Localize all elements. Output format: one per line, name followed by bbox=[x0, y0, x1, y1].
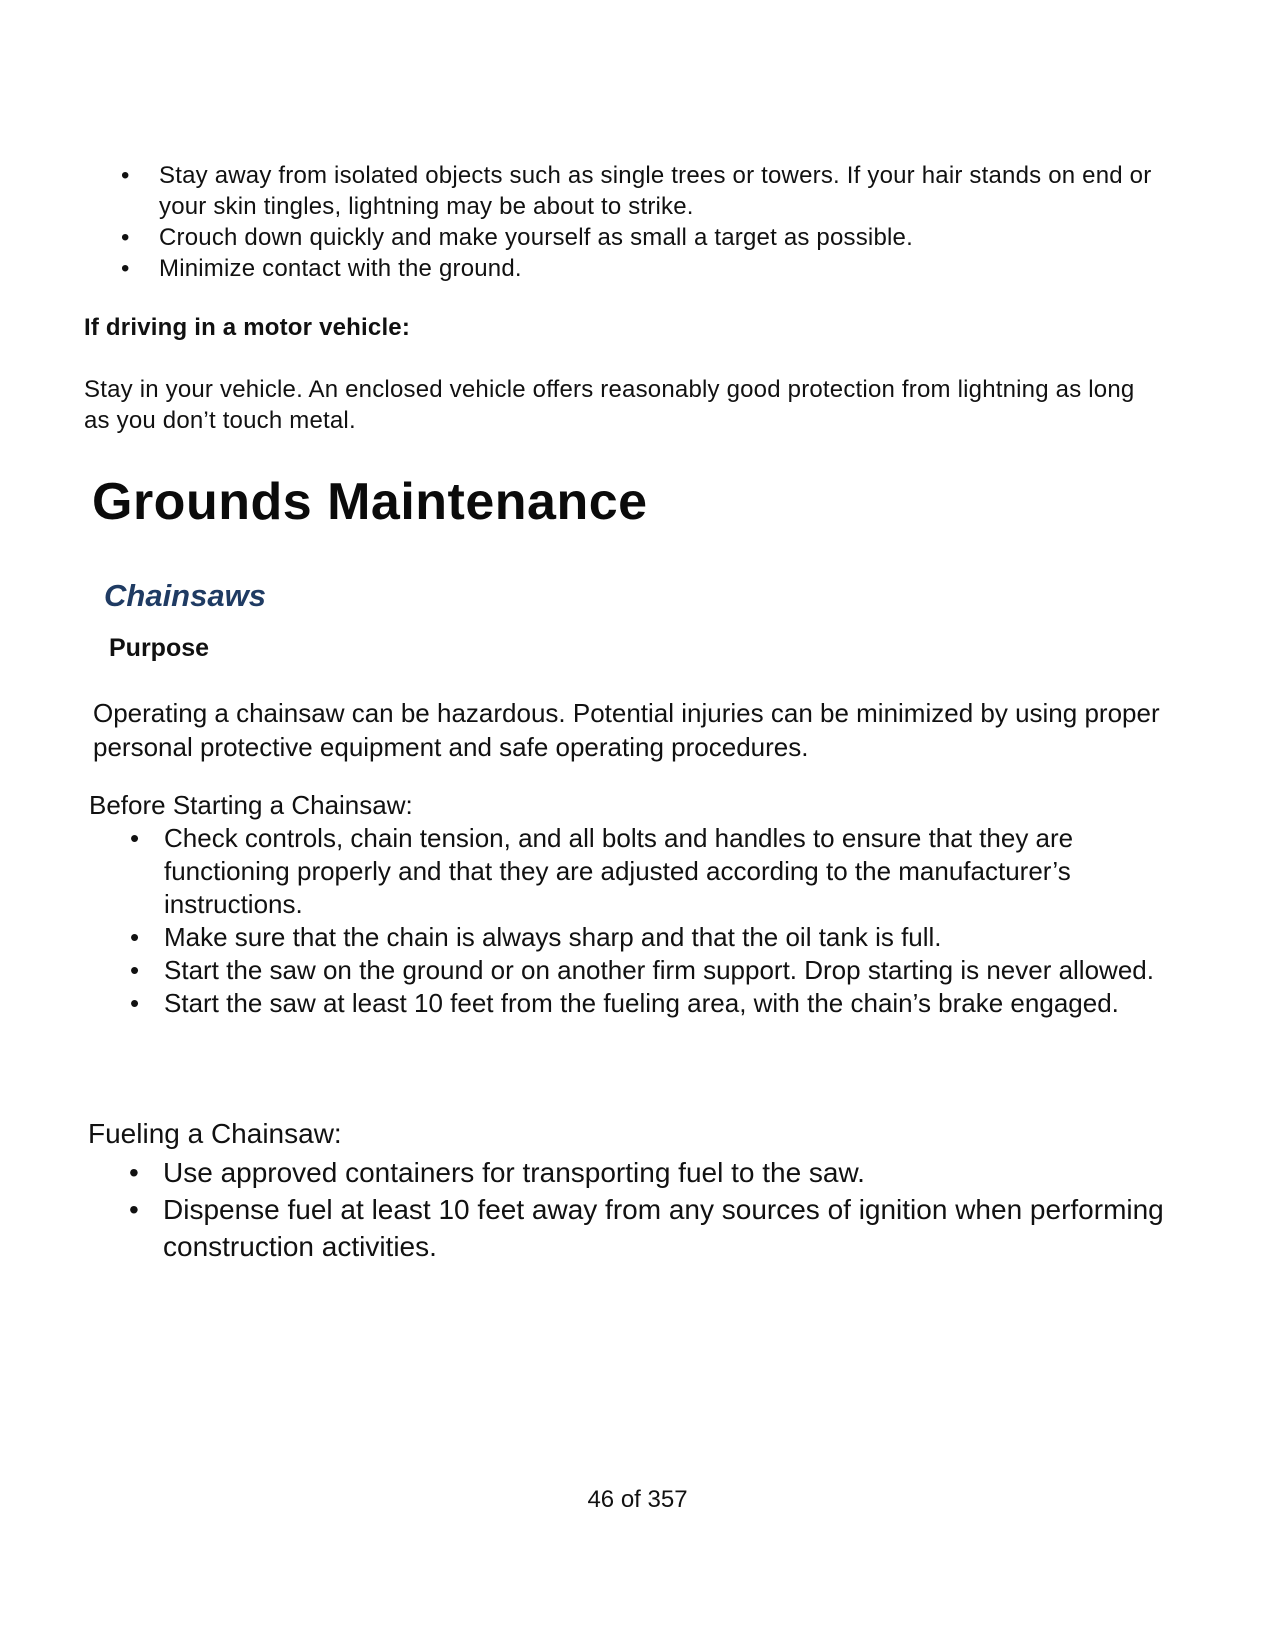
lightning-safety-list bbox=[121, 160, 1179, 284]
bullet-icon: • bbox=[121, 255, 130, 282]
fueling-label: Fueling a Chainsaw: bbox=[88, 1118, 342, 1149]
list-item bbox=[129, 1154, 1183, 1191]
purpose-paragraph: Operating a chainsaw can be hazardous. Potential injuries can be minimized by using proper personal protective equipment and safe operating procedures. bbox=[93, 698, 1160, 762]
list-item bbox=[121, 253, 1179, 284]
before-starting-list bbox=[130, 822, 1184, 1020]
purpose-heading: Purpose bbox=[109, 634, 210, 662]
bullet-icon: • bbox=[130, 823, 140, 853]
bullet-icon: • bbox=[130, 922, 140, 952]
list-item-text: Check controls, chain tension, and all bolts and handles to ensure that they are functioning properly and that they are adjusted according to the manufacturer’s instructions. bbox=[164, 823, 1074, 919]
list-item bbox=[130, 822, 1184, 921]
list-item bbox=[129, 1191, 1183, 1265]
list-item-text: Start the saw on the ground or on another firm support. Drop starting is never allowed. bbox=[164, 955, 1154, 985]
list-item-text: Use approved containers for transporting fuel to the saw. bbox=[163, 1157, 865, 1188]
driving-paragraph: Stay in your vehicle. An enclosed vehicle offers reasonably good protection from lightning as long as you don’t touch metal. bbox=[84, 376, 1135, 434]
driving-heading: If driving in a motor vehicle: bbox=[84, 314, 411, 341]
list-item-text: Make sure that the chain is always sharp and that the oil tank is full. bbox=[164, 922, 942, 952]
list-item-text: Stay away from isolated objects such as single trees or towers. If your hair stands on end or your skin tingles, lightning may be about to strike. bbox=[159, 162, 1152, 220]
list-item-text: Start the saw at least 10 feet from the fueling area, with the chain’s brake engaged. bbox=[164, 988, 1119, 1018]
list-item bbox=[130, 954, 1184, 987]
bullet-icon: • bbox=[130, 988, 140, 1018]
bullet-icon: • bbox=[121, 162, 130, 189]
fueling-list bbox=[129, 1154, 1183, 1265]
bullet-icon: • bbox=[129, 1157, 139, 1188]
section-subtitle: Chainsaws bbox=[104, 578, 266, 613]
bullet-icon: • bbox=[121, 224, 130, 251]
list-item-text: Dispense fuel at least 10 feet away from any sources of ignition when performing construction activities. bbox=[163, 1194, 1164, 1262]
list-item bbox=[130, 987, 1184, 1020]
list-item bbox=[130, 921, 1184, 954]
page-number: 46 of 357 bbox=[587, 1486, 688, 1513]
bullet-icon: • bbox=[130, 955, 140, 985]
before-starting-label: Before Starting a Chainsaw: bbox=[89, 790, 413, 820]
list-item-text: Minimize contact with the ground. bbox=[159, 255, 522, 282]
bullet-icon: • bbox=[129, 1194, 139, 1225]
list-item-text: Crouch down quickly and make yourself as small a target as possible. bbox=[159, 224, 913, 251]
list-item bbox=[121, 222, 1179, 253]
list-item bbox=[121, 160, 1179, 222]
section-title: Grounds Maintenance bbox=[92, 473, 648, 531]
